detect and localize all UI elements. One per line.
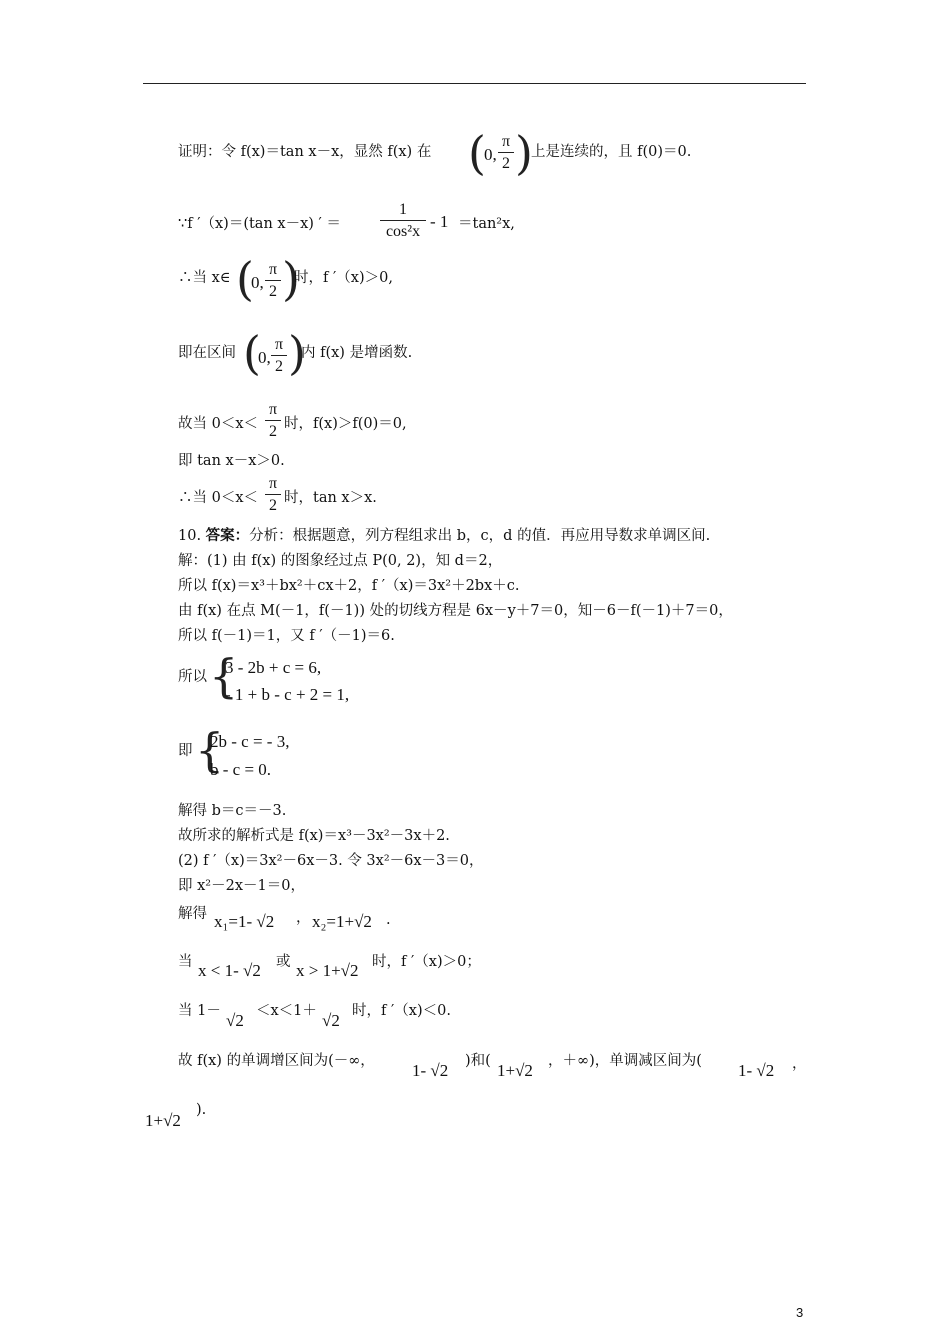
system-2-equation-2: b - c = 0. xyxy=(210,760,272,779)
interval-value-1: 1- √2 xyxy=(412,1061,449,1080)
interval-value-4: 1+√2 xyxy=(145,1111,181,1130)
derivative-line: ∵f ′（x)＝(tan x－x) ′ ＝ xyxy=(178,216,341,232)
solution-line-3: 由 f(x) 在点 M(－1，f(－1)) 处的切线方程是 6x－y＋7＝0，知－6－f(－1)＋7＝0， xyxy=(178,603,733,619)
interval-start: 0, xyxy=(258,348,271,367)
roots-separator: ， xyxy=(296,910,311,926)
analytic-expression-line: 故所求的解析式是 f(x)＝x³－3x²－3x＋2. xyxy=(178,828,450,844)
system-1-equation-2: - 1 + b - c + 2 = 1, xyxy=(225,685,350,704)
root-x2: x₂=1+√2 xyxy=(312,912,372,931)
minus-one: - 1 xyxy=(430,212,449,231)
pi-over-2-fraction: π 2 xyxy=(265,260,281,301)
increasing-line: 即在区间 xyxy=(178,345,236,361)
pi-over-2-fraction: π 2 xyxy=(271,335,287,376)
interval-value-2: 1+√2 xyxy=(497,1061,533,1080)
right-paren: ) xyxy=(515,126,533,180)
monotonic-intervals-line: 故 f(x) 的单调增区间为(－∞， xyxy=(178,1053,375,1069)
and-word: )和( xyxy=(465,1053,491,1069)
answer-heading: 10. 答案：分析：根据题意，列方程组求出 b，c，d 的值．再应用导数求单调区间. xyxy=(178,527,711,544)
left-brace: { xyxy=(195,723,225,777)
solution-line-2: 所以 f(x)＝x³＋bx²＋cx＋2，f ′（x)＝3x²＋2bx＋c. xyxy=(178,578,520,594)
hence-line: 故当 0＜x＜ xyxy=(178,416,259,432)
roots-end: . xyxy=(386,912,391,928)
tan-squared: ＝tan²x, xyxy=(458,216,515,232)
system-2-label: 即 xyxy=(178,743,193,759)
left-paren: ( xyxy=(236,252,254,306)
solution-line-1: 解：(1) 由 f(x) 的图象经过点 P(0, 2)，知 d＝2， xyxy=(178,553,503,569)
comma: ， xyxy=(792,1056,807,1072)
left-brace: { xyxy=(209,649,239,703)
header-rule xyxy=(143,83,806,84)
system-1-equation-1: 3 - 2b + c = 6, xyxy=(225,658,322,677)
right-paren: ) xyxy=(282,252,300,306)
solve-bc-line: 解得 b＝c＝－3. xyxy=(178,803,287,819)
increase-condition-tail: 时，f ′（x)＞0； xyxy=(372,954,481,970)
pi-over-2-fraction: π 2 xyxy=(498,132,514,173)
system-2-equation-1: 2b - c = - 3, xyxy=(210,732,290,751)
roots-label: 解得 xyxy=(178,906,207,922)
condition-x-greater: x > 1+√2 xyxy=(296,961,359,980)
or-word: 或 xyxy=(276,954,291,970)
solution-line-4: 所以 f(－1)＝1，又 f ′（－1)＝6. xyxy=(178,628,395,644)
proof-line-1: 证明：令 f(x)＝tan x－x，显然 f(x) 在 xyxy=(178,144,432,160)
interval-start: 0, xyxy=(251,273,264,292)
interval-start: 0, xyxy=(484,145,497,164)
pi-over-2-fraction: π 2 xyxy=(265,474,281,515)
conclusion-line: ∴当 0＜x＜ xyxy=(178,490,259,506)
sqrt-2: √2 xyxy=(226,1011,244,1030)
sqrt-2: √2 xyxy=(322,1011,340,1030)
decrease-condition-mid: ＜x＜1＋ xyxy=(256,1003,317,1019)
decrease-condition-label: 当 1－ xyxy=(178,1003,221,1019)
conclusion-line-tail: 时，tan x＞x. xyxy=(284,490,377,506)
page-number: 3 xyxy=(796,1305,804,1320)
tan-gt-line: 即 tan x－x＞0. xyxy=(178,453,285,469)
right-paren: ) xyxy=(288,326,306,380)
left-paren: ( xyxy=(468,126,486,180)
left-paren: ( xyxy=(243,326,261,380)
part-2-line: (2) f ′（x)＝3x²－6x－3. 令 3x²－6x－3＝0， xyxy=(178,853,484,869)
interval-value-3: 1- √2 xyxy=(738,1061,775,1080)
one-over-cos2x: 1 cos²x xyxy=(380,200,426,241)
when-x-in-line-tail: 时，f ′（x)＞0, xyxy=(294,270,393,286)
increasing-line-tail: 内 f(x) 是增函数. xyxy=(301,345,413,361)
decrease-condition-tail: 时，f ′（x)＜0. xyxy=(352,1003,451,1019)
pi-over-2-fraction: π 2 xyxy=(265,400,281,441)
system-1-label: 所以 xyxy=(178,669,207,685)
decreasing-interval-label: ，＋∞)，单调减区间为( xyxy=(548,1053,702,1069)
interval-end: ). xyxy=(196,1102,207,1118)
condition-x-less: x < 1- √2 xyxy=(198,961,261,980)
increase-condition-label: 当 xyxy=(178,954,193,970)
hence-line-tail: 时，f(x)＞f(0)＝0, xyxy=(284,416,407,432)
root-x1: x₁=1- √2 xyxy=(214,912,275,931)
when-x-in-line: ∴当 x∈ xyxy=(178,270,231,286)
proof-line-1-tail: 上是连续的，且 f(0)＝0. xyxy=(531,144,692,160)
quadratic-line: 即 x²－2x－1＝0， xyxy=(178,878,305,894)
